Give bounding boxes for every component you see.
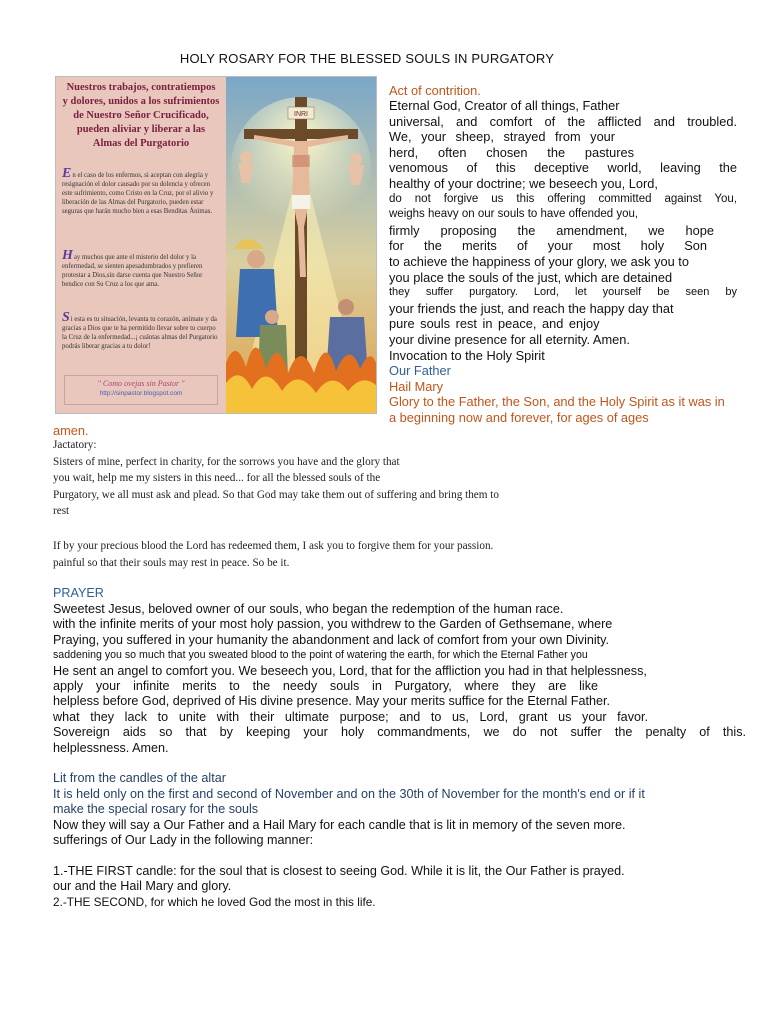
crucifix-illustration (226, 77, 376, 413)
candles-heading: Lit from the candles of the altar (53, 771, 226, 785)
card-paragraph: En el caso de los enfermos, si aceptan con alegría y resignación el dolor causado por su dolencia y ofrecen este sufrimiento, como Cristo en la Cruz, por el alivio y liberación de las Almas del Purgatorio, pueden estar seguras que harán mucho bien a esas Benditas Ánimas. (62, 166, 214, 215)
jactatory-label: Jactatory: (53, 439, 97, 451)
card-signature-box: " Como ovejas sin Pastor " http://sinpastor.blogspot.com (64, 375, 218, 405)
contrition-text: Eternal God, Creator of all things, Father universal, and comfort of the afflicted and troubled. We, your sheep, strayed from your herd, often chosen the pastures venomous of this deceptive world, leaving the healthy of your doctrine; we beseech you, Lord, do not forgive us this offering committed against You, weighs heavy on our souls to have offended you, firmly proposing the amendment, we hope for the merits of your most holy Son to achieve the happiness of your glory, we ask you to you place the souls of the just, which are detained they suffer purgatory. Lord, let yourself be seen by your friends the just, and reach the happy day that pure souls rest in peace, and enjoy your divine presence for all eternity. Amen. Invocation to the Holy Spirit Our Father Hail Mary Glory to the Father, the Son, and the Holy Spirit as it was in a beginning now and forever, for ages of ages (389, 98, 737, 425)
card-paragraph: Hay muchos que ante el misterio del dolor y la enfermedad, se sienten apesadumbrados y prefieren protestar a Dios,sin darse cuenta que Nuestro Señor bendice con Su Cruz a los que ama. (62, 248, 203, 288)
list-item: 2.-THE SECOND, for which he loved God the most in this life. (53, 894, 376, 909)
our-father-label: Our Father (389, 363, 451, 379)
redeemed-paragraph: If by your precious blood the Lord has redeemed them, I ask you to forgive them for your passion. painful so that their souls may rest in peace. So be it. (53, 540, 494, 569)
card-heading: Nuestros trabajos, contratiempos y dolores, unidos a los sufrimientos de Nuestro Señor Crucificado, pueden aliviar y liberar a las Almas del Purgatorio (62, 82, 220, 149)
prayer-card-image (55, 76, 377, 414)
jactatory-block: Jactatory: Sisters of mine, perfect in charity, for the sorrows you have and the glory that you wait, help me my sisters in this need... for all the blessed souls of the Purgatory, we all must ask and plead. So that God may take them out of suffering and bring them to rest (53, 437, 573, 520)
contrition-heading: Act of contrition. (389, 83, 481, 98)
svg-text:INRI: INRI (294, 111, 308, 118)
card-paragraph: Si esta es tu situación, levanta tu corazón, anímate y da gracias a Dios que te ha permitido llevar sobre tu cuerpo la Cruz de la enfermedad...¡ cuántas almas del Purgatorio podrás liberar gracias a tu dolor! (62, 310, 218, 350)
list-item: 1.-THE FIRST candle: for the soul that is closest to seeing God. While it is lit, the Our Father is prayed. (53, 864, 625, 878)
hail-mary-label: Hail Mary (389, 378, 444, 394)
prayer-heading: PRAYER (53, 586, 104, 600)
card-text-panel (56, 77, 226, 413)
candles-note: It is held only on the first and second of November and on the 30th of November for the month's end or if it make the special rosary for the souls (53, 787, 645, 817)
page-title: HOLY ROSARY FOR THE BLESSED SOULS IN PURGATORY (179, 51, 555, 66)
crucifix-icon (226, 77, 376, 413)
glory-amen: amen. (53, 423, 89, 438)
candles-instructions: Now they will say a Our Father and a Hail Mary for each candle that is lit in memory of the seven more. sufferings of Our Lady in the following manner: (53, 818, 626, 848)
prayer-text: Sweetest Jesus, beloved owner of our souls, who began the redemption of the human race. with the infinite merits of your most holy passion, you withdrew to the Garden of Gethsemane, where Praying, you suffered in your humanity the abandonment and lack of comfort from your own Divinity. saddening you so much that you sweated blood to the point of watering the earth, for which the Eternal Father you He sent an angel to comfort you. We beseech you, Lord, that for the affliction you had in that helplessness, apply your infinite merits to the needy souls in Purgatory, where they are like helpless before God, deprived of His divine presence. May your merits suffice for the Eternal Father. what they lack to unite with their ultimate purpose; and to us, Lord, grant us your favor. Sovereign aids so that by keeping your holy commandments, we do not suffer the penalty of this. helplessness. Amen. (53, 602, 746, 755)
candle-list: 1.-THE FIRST candle: for the soul that is closest to seeing God. While it is lit, the Our Father is prayed. our and the Hail Mary and glory. 2.-THE SECOND, for which he loved God the most in this life. (53, 864, 746, 910)
